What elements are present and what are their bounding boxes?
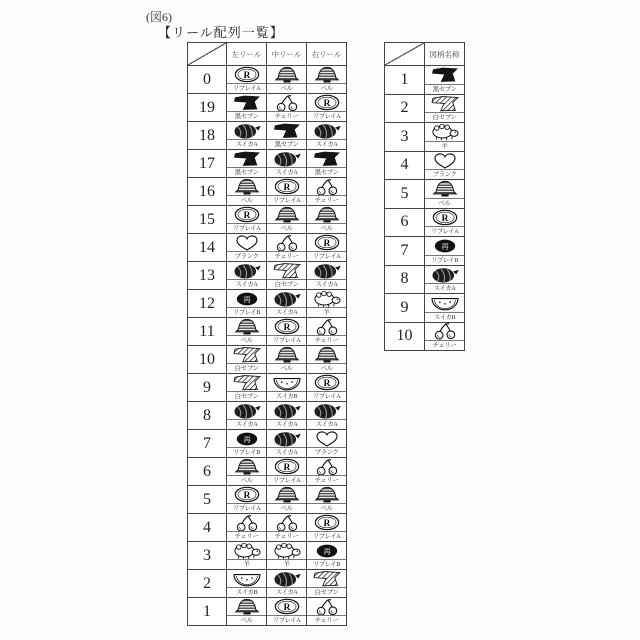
white-seven-icon	[425, 95, 464, 113]
symbol-label: チェリー	[227, 531, 266, 541]
symbol-cell	[307, 570, 347, 598]
symbol-label: 黒セブン	[425, 84, 464, 94]
cherry-icon	[307, 598, 346, 615]
row-number: 9	[385, 294, 425, 323]
white-seven-icon	[267, 262, 306, 279]
symbol-label: リプレイB	[425, 255, 464, 265]
table-row	[188, 94, 347, 122]
table-row	[385, 266, 465, 295]
table-row	[188, 402, 347, 430]
symbol-label: リプレイA	[267, 335, 306, 345]
replay-b-icon	[227, 430, 266, 447]
cherry-icon	[425, 323, 464, 341]
symbol-cell	[425, 95, 465, 124]
symbol-label: スイカA	[267, 307, 306, 317]
replay-b-icon	[307, 542, 346, 559]
watermelon-a-icon	[267, 430, 306, 447]
symbol-label: ベル	[307, 363, 346, 373]
symbol-cell	[267, 94, 307, 122]
symbol-label: リプレイA	[307, 111, 346, 121]
table-row	[188, 598, 347, 626]
replay-b-icon	[425, 237, 464, 255]
symbol-cell	[267, 290, 307, 318]
svg-text:再: 再	[440, 241, 449, 251]
symbol-label: スイカA	[227, 139, 266, 149]
watermelon-b-icon	[267, 374, 306, 391]
symbol-cell	[307, 598, 347, 626]
figure-label: (図6)	[146, 10, 172, 24]
symbol-cell	[307, 234, 347, 262]
symbol-cell	[267, 598, 307, 626]
symbol-cell	[307, 486, 347, 514]
sheep-icon	[307, 290, 346, 307]
symbol-cell	[307, 178, 347, 206]
table-row	[385, 294, 465, 323]
symbol-label: 白セブン	[227, 363, 266, 373]
symbol-label: ベル	[307, 223, 346, 233]
bell-icon	[307, 66, 346, 83]
watermelon-a-icon	[267, 570, 306, 587]
column-header: 図柄名称	[425, 43, 465, 66]
bell-icon	[227, 458, 266, 475]
svg-text:再: 再	[322, 546, 331, 556]
watermelon-b-icon	[227, 570, 266, 587]
page-title: 【リール配列一覧】	[158, 25, 284, 40]
watermelon-a-icon	[227, 402, 266, 419]
symbol-label: チェリー	[307, 335, 346, 345]
svg-text:R: R	[323, 98, 330, 109]
table-row	[385, 66, 465, 95]
symbol-label: リプレイB	[227, 307, 266, 317]
symbol-cell	[227, 542, 267, 570]
symbol-cell	[227, 150, 267, 178]
row-number: 17	[188, 150, 227, 178]
symbol-cell	[307, 514, 347, 542]
watermelon-a-icon	[425, 266, 464, 284]
watermelon-a-icon	[267, 290, 306, 307]
symbol-label: ベル	[307, 503, 346, 513]
symbol-cell	[267, 542, 307, 570]
symbol-label: リプレイA	[267, 615, 306, 625]
symbol-cell	[307, 262, 347, 290]
symbol-label: チェリー	[267, 111, 306, 121]
symbol-label: スイカA	[267, 167, 306, 177]
symbol-label: スイカA	[267, 419, 306, 429]
symbol-cell	[227, 430, 267, 458]
row-number: 11	[188, 318, 227, 346]
symbol-cell	[227, 234, 267, 262]
symbol-label: リプレイA	[267, 195, 306, 205]
symbol-label: リプレイA	[267, 475, 306, 485]
row-number: 4	[385, 152, 425, 181]
symbol-cell	[267, 206, 307, 234]
symbol-label: ベル	[267, 363, 306, 373]
symbol-label: スイカA	[307, 419, 346, 429]
symbol-cell	[227, 346, 267, 374]
symbol-label: 羊	[267, 559, 306, 569]
symbol-cell	[425, 323, 465, 352]
bell-icon	[425, 180, 464, 198]
symbol-label: ベル	[425, 198, 464, 208]
black-seven-icon	[267, 122, 306, 139]
table-row	[385, 95, 465, 124]
replay-a-icon	[307, 234, 346, 251]
symbol-cell	[227, 178, 267, 206]
symbol-label: リプレイB	[307, 559, 346, 569]
replay-a-icon	[227, 66, 266, 83]
black-seven-icon	[227, 150, 266, 167]
bell-icon	[307, 346, 346, 363]
symbol-label: 羊	[227, 559, 266, 569]
symbol-label: 黒セブン	[307, 167, 346, 177]
replay-a-icon	[267, 318, 306, 335]
watermelon-a-icon	[227, 262, 266, 279]
table-row	[188, 542, 347, 570]
row-number: 1	[188, 598, 227, 626]
svg-text:R: R	[283, 322, 290, 333]
symbol-label: チェリー	[267, 531, 306, 541]
heart-icon	[227, 234, 266, 251]
table-row	[188, 178, 347, 206]
symbol-label: リプレイA	[307, 391, 346, 401]
symbol-label: 羊	[307, 307, 346, 317]
row-number: 15	[188, 206, 227, 234]
symbol-label: リプレイA	[227, 83, 266, 93]
row-number: 19	[188, 94, 227, 122]
symbol-label: チェリー	[307, 195, 346, 205]
symbol-label: チェリー	[425, 340, 464, 350]
symbol-cell	[227, 122, 267, 150]
symbol-cell	[267, 318, 307, 346]
table-row	[188, 458, 347, 486]
symbol-cell	[227, 402, 267, 430]
symbol-label: 白セブン	[267, 279, 306, 289]
symbol-cell	[307, 94, 347, 122]
symbol-cell	[267, 234, 307, 262]
row-number: 5	[188, 486, 227, 514]
row-number: 18	[188, 122, 227, 150]
symbol-cell	[307, 290, 347, 318]
corner-cell	[188, 43, 227, 66]
watermelon-a-icon	[267, 402, 306, 419]
table-row	[385, 323, 465, 352]
symbol-label: ベル	[307, 83, 346, 93]
replay-a-icon	[267, 458, 306, 475]
symbol-label: ベル	[227, 475, 266, 485]
symbol-label: スイカB	[267, 391, 306, 401]
svg-text:再: 再	[242, 434, 251, 444]
row-number: 7	[188, 430, 227, 458]
black-seven-icon	[227, 94, 266, 111]
symbol-cell	[227, 66, 267, 94]
row-number: 16	[188, 178, 227, 206]
symbol-label: リプレイA	[307, 531, 346, 541]
symbol-cell	[425, 66, 465, 95]
table-row	[188, 234, 347, 262]
cherry-icon	[307, 458, 346, 475]
table-row	[188, 346, 347, 374]
bell-icon	[267, 486, 306, 503]
symbol-cell	[307, 66, 347, 94]
symbol-label: ブランク	[227, 251, 266, 261]
symbol-label: チェリー	[267, 251, 306, 261]
row-number: 3	[385, 123, 425, 152]
symbol-label: 黒セブン	[227, 167, 266, 177]
replay-a-icon	[227, 206, 266, 223]
table-row	[385, 180, 465, 209]
bell-icon	[227, 318, 266, 335]
symbol-cell	[307, 122, 347, 150]
symbol-cell	[307, 542, 347, 570]
row-number: 5	[385, 180, 425, 209]
symbol-cell	[267, 430, 307, 458]
replay-a-icon	[227, 486, 266, 503]
svg-text:R: R	[323, 518, 330, 529]
bell-icon	[227, 178, 266, 195]
sheep-icon	[227, 542, 266, 559]
symbol-cell	[267, 150, 307, 178]
symbol-cell	[227, 458, 267, 486]
row-number: 4	[188, 514, 227, 542]
table-row	[188, 486, 347, 514]
svg-text:R: R	[323, 378, 330, 389]
symbol-cell	[425, 180, 465, 209]
symbol-label: 黒セブン	[227, 111, 266, 121]
symbol-label: 白セブン	[425, 112, 464, 122]
watermelon-a-icon	[227, 122, 266, 139]
bell-icon	[227, 598, 266, 615]
symbol-cell	[227, 486, 267, 514]
row-number: 8	[188, 402, 227, 430]
symbol-cell	[307, 374, 347, 402]
svg-text:R: R	[441, 213, 448, 224]
watermelon-a-icon	[267, 150, 306, 167]
symbol-cell	[267, 570, 307, 598]
row-number: 8	[385, 266, 425, 295]
symbol-label: スイカB	[425, 312, 464, 322]
svg-text:R: R	[243, 70, 250, 81]
symbol-label: 白セブン	[307, 587, 346, 597]
symbol-label: ブランク	[307, 447, 346, 457]
symbol-name-table	[384, 42, 465, 351]
white-seven-icon	[307, 570, 346, 587]
column-header: 左リール	[227, 43, 267, 66]
table-row	[188, 262, 347, 290]
symbol-cell	[227, 570, 267, 598]
row-number: 13	[188, 262, 227, 290]
sheep-icon	[425, 123, 464, 141]
table-row	[188, 206, 347, 234]
symbol-cell	[267, 458, 307, 486]
symbol-cell	[267, 178, 307, 206]
column-header: 中リール	[267, 43, 307, 66]
svg-text:R: R	[283, 602, 290, 613]
symbol-label: ベル	[227, 195, 266, 205]
table-row	[188, 150, 347, 178]
symbol-cell	[227, 374, 267, 402]
symbol-cell	[227, 598, 267, 626]
symbol-cell	[227, 262, 267, 290]
symbol-label: チェリー	[307, 615, 346, 625]
symbol-label: 黒セブン	[267, 139, 306, 149]
heart-icon	[307, 430, 346, 447]
symbol-cell	[267, 486, 307, 514]
symbol-label: リプレイB	[227, 447, 266, 457]
symbol-cell	[267, 262, 307, 290]
table-row	[188, 514, 347, 542]
symbol-label: リプレイA	[227, 503, 266, 513]
table-row	[385, 237, 465, 266]
replay-a-icon	[307, 514, 346, 531]
cherry-icon	[307, 178, 346, 195]
symbol-cell	[425, 237, 465, 266]
svg-text:R: R	[243, 490, 250, 501]
row-number: 10	[188, 346, 227, 374]
replay-b-icon	[227, 290, 266, 307]
row-number: 2	[188, 570, 227, 598]
table-row	[188, 290, 347, 318]
symbol-label: ベル	[267, 223, 306, 233]
symbol-label: ベル	[227, 335, 266, 345]
symbol-label: スイカA	[267, 587, 306, 597]
symbol-cell	[267, 514, 307, 542]
table-row	[188, 66, 347, 94]
reel-arrangement-table	[187, 42, 347, 626]
table-row	[188, 318, 347, 346]
row-number: 0	[188, 66, 227, 94]
svg-text:R: R	[283, 182, 290, 193]
symbol-label: 白セブン	[227, 391, 266, 401]
heart-icon	[425, 152, 464, 170]
watermelon-a-icon	[307, 402, 346, 419]
symbol-cell	[307, 430, 347, 458]
cherry-icon	[267, 514, 306, 531]
watermelon-a-icon	[307, 262, 346, 279]
symbol-label: スイカB	[227, 587, 266, 597]
cherry-icon	[307, 318, 346, 335]
symbol-label: スイカA	[227, 419, 266, 429]
symbol-label: リプレイA	[307, 251, 346, 261]
white-seven-icon	[227, 374, 266, 391]
symbol-cell	[267, 374, 307, 402]
replay-a-icon	[267, 598, 306, 615]
bell-icon	[267, 66, 306, 83]
replay-a-icon	[267, 178, 306, 195]
row-number: 2	[385, 95, 425, 124]
table-row	[188, 570, 347, 598]
replay-a-icon	[425, 209, 464, 227]
cherry-icon	[267, 234, 306, 251]
symbol-cell	[267, 122, 307, 150]
symbol-cell	[425, 123, 465, 152]
symbol-label: スイカA	[227, 279, 266, 289]
symbol-cell	[307, 402, 347, 430]
row-number: 3	[188, 542, 227, 570]
symbol-cell	[425, 266, 465, 295]
symbol-label: スイカA	[425, 283, 464, 293]
black-seven-icon	[425, 66, 464, 84]
svg-text:再: 再	[242, 294, 251, 304]
svg-text:R: R	[283, 462, 290, 473]
black-seven-icon	[307, 150, 346, 167]
row-number: 6	[385, 209, 425, 238]
watermelon-b-icon	[425, 294, 464, 312]
cherry-icon	[267, 94, 306, 111]
symbol-cell	[267, 66, 307, 94]
symbol-cell	[425, 209, 465, 238]
symbol-label: ベル	[227, 615, 266, 625]
symbol-cell	[267, 346, 307, 374]
symbol-cell	[267, 402, 307, 430]
table-row	[385, 152, 465, 181]
table-row	[188, 374, 347, 402]
symbol-cell	[307, 318, 347, 346]
symbol-cell	[307, 206, 347, 234]
replay-a-icon	[307, 94, 346, 111]
symbol-label: ベル	[267, 503, 306, 513]
row-number: 7	[385, 237, 425, 266]
svg-text:R: R	[323, 238, 330, 249]
symbol-label: リプレイA	[425, 226, 464, 236]
table-row	[188, 430, 347, 458]
symbol-cell	[227, 94, 267, 122]
corner-cell	[385, 43, 425, 66]
symbol-label: スイカA	[267, 447, 306, 457]
table-row	[385, 123, 465, 152]
symbol-label: リプレイA	[227, 223, 266, 233]
row-number: 12	[188, 290, 227, 318]
row-number: 14	[188, 234, 227, 262]
column-header: 右リール	[307, 43, 347, 66]
symbol-cell	[425, 294, 465, 323]
symbol-label: スイカA	[307, 139, 346, 149]
bell-icon	[307, 206, 346, 223]
symbol-cell	[227, 206, 267, 234]
row-number: 1	[385, 66, 425, 95]
symbol-label: チェリー	[307, 475, 346, 485]
row-number: 10	[385, 323, 425, 352]
symbol-label: ベル	[267, 83, 306, 93]
watermelon-a-icon	[307, 122, 346, 139]
symbol-cell	[307, 150, 347, 178]
symbol-cell	[307, 346, 347, 374]
cherry-icon	[227, 514, 266, 531]
replay-a-icon	[307, 374, 346, 391]
symbol-cell	[227, 318, 267, 346]
row-number: 6	[188, 458, 227, 486]
svg-text:R: R	[243, 210, 250, 221]
table-row	[188, 122, 347, 150]
white-seven-icon	[227, 346, 266, 363]
symbol-cell	[425, 152, 465, 181]
symbol-label: 羊	[425, 141, 464, 151]
symbol-cell	[307, 458, 347, 486]
bell-icon	[267, 346, 306, 363]
row-number: 9	[188, 374, 227, 402]
symbol-cell	[227, 290, 267, 318]
bell-icon	[307, 486, 346, 503]
symbol-cell	[227, 514, 267, 542]
symbol-label: スイカA	[307, 279, 346, 289]
symbol-label: ブランク	[425, 169, 464, 179]
bell-icon	[267, 206, 306, 223]
sheep-icon	[267, 542, 306, 559]
table-row	[385, 209, 465, 238]
